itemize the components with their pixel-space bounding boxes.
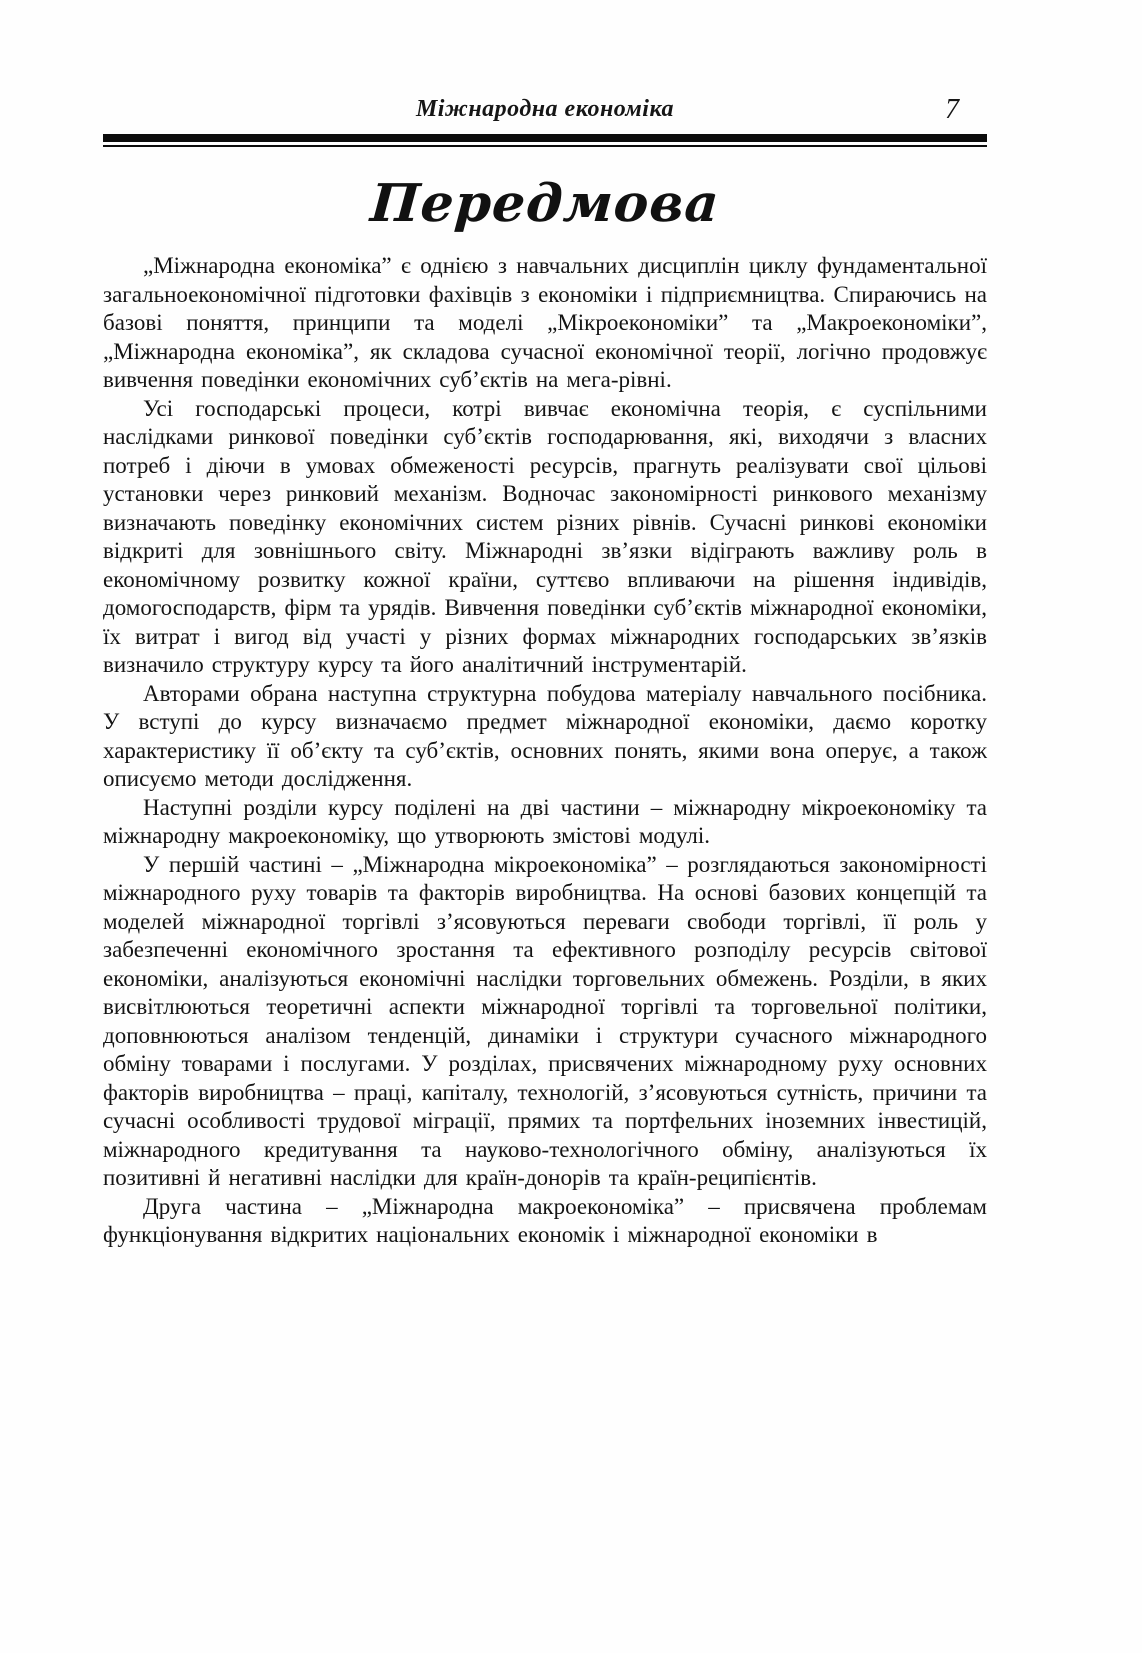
paragraph-5: У першій частині – „Міжнародна мікроекономіка” – розглядаються закономірності міжнародного руху товарів та факторів виробництва. На основі базових концепцій та моделей міжнародної торгівлі з’ясовуються переваги свободи торгівлі, її роль у забезпеченні економічного зростання та ефективного розподілу ресурсів світової економіки, аналізуються економічні наслідки торговельних обмежень. Розділи, в яких висвітлюються теоретичні аспекти міжнародної торгівлі та торговельної політики, доповнюються аналізом тенденцій, динаміки і структури сучасного міжнародного обміну товарами і послугами. У розділах, присвячених міжнародному руху основних факторів виробництва – праці, капіталу, технологій, з’ясовуються сутність, причини та сучасні особливості трудової міграції, прямих та портфельних іноземних інвестицій, міжнародного кредитування та науково-технологічного обміну, аналізуються їх позитивні й негативні наслідки для країн-донорів та країн-реципієнтів. xyxy=(103,851,987,1190)
paragraph-4: Наступні розділи курсу поділені на дві частини – міжнародну мікроекономіку та міжнародну макроекономіку, що утворюють змістові модулі. xyxy=(103,794,987,848)
paragraph-6: Друга частина – „Міжнародна макроекономіка” – присвячена проблемам функціонування відкритих національних економік і міжнародної економіки в xyxy=(103,1193,987,1247)
header-rule xyxy=(103,134,987,147)
page-number: 7 xyxy=(945,94,959,125)
paragraph-2: Усі господарські процеси, котрі вивчає економічна теорія, є суспільними наслідками ринкової поведінки суб’єктів господарювання, які, виходячи з власних потреб і діючи в умовах обмеженості ресурсів, прагнуть реалізувати свої цільові установки через ринковий механізм. Водночас закономірності ринкового механізму визначають поведінку економічних систем різних рівнів. Сучасні ринкові економіки відкриті для зовнішнього світу. Міжнародні зв’язки відіграють важливу роль в економічному розвитку кожної країни, суттєво впливаючи на рішення індивідів, домогосподарств, фірм та урядів. Вивчення поведінки суб’єктів міжнародної економіки, їх витрат і вигод від участі у різних формах міжнародних господарських зв’язків визначило структуру курсу та його аналітичний інструментарій. xyxy=(103,395,987,677)
header-rule-thick-line xyxy=(103,134,987,142)
body-text xyxy=(103,252,987,1250)
page-content xyxy=(103,96,987,1250)
chapter-title: Передмова xyxy=(368,173,722,234)
paragraph-3: Авторами обрана наступна структурна побудова матеріалу навчального посібника. У вступі до курсу визначаємо предмет міжнародної економіки, даємо коротку характеристику її об’єкту та суб’єктів, основних понять, якими вона оперує, а також описуємо методи дослідження. xyxy=(103,680,987,791)
running-head xyxy=(103,96,987,130)
header-rule-thin-line xyxy=(103,145,987,147)
running-title: Міжнародна економіка xyxy=(415,96,675,122)
paragraph-1: „Міжнародна економіка” є однією з навчальних дисциплін циклу фундаментальної загальноекономічної підготовки фахівців з економіки і підприємництва. Спираючись на базові поняття, принципи та моделі „Мікроекономіки” та „Макроекономіки”, „Міжнародна економіка”, як складова сучасної економічної теорії, логічно продовжує вивчення поведінки економічних суб’єктів на мега-рівні. xyxy=(103,253,987,392)
